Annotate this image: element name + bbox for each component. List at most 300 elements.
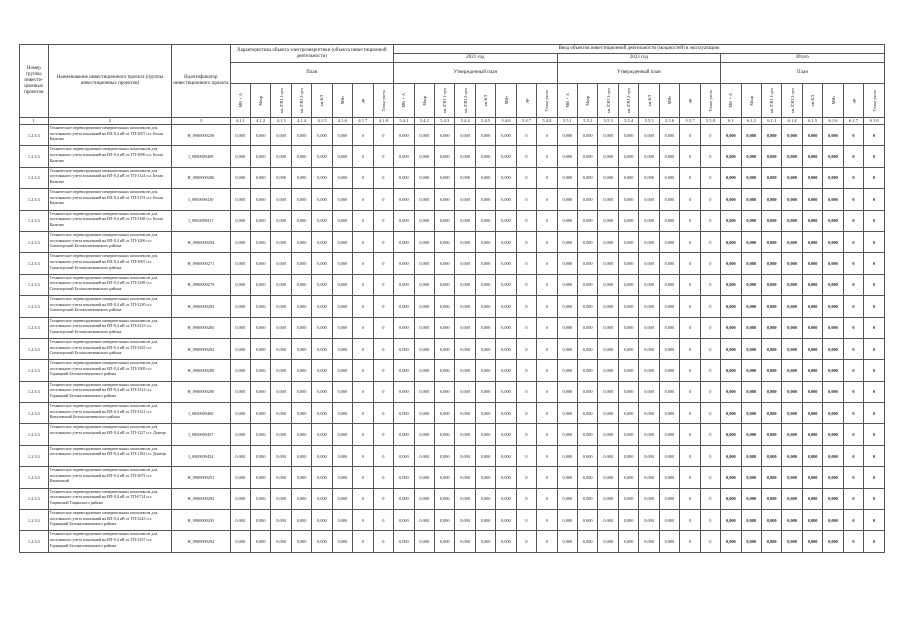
plan-2021-value: 0,000 xyxy=(475,510,495,531)
characteristic-value: 0,000 xyxy=(271,253,291,274)
plan-2023-value: 0,000 xyxy=(578,531,598,552)
characteristic-value: 0,000 xyxy=(291,488,311,509)
plan-2023-value: 0,000 xyxy=(659,210,679,231)
plan-2021-value: 0,000 xyxy=(394,510,414,531)
total-value: 0,000 xyxy=(721,488,741,509)
plan-2021-value: 0,000 xyxy=(394,210,414,231)
characteristic-value: 0,000 xyxy=(312,167,332,188)
group-number-cell: 1.2.3.3 xyxy=(20,531,49,552)
characteristic-value: 0,000 xyxy=(332,231,352,252)
plan-2023-value: 0,000 xyxy=(598,488,618,509)
plan-2021-value: 0 xyxy=(537,424,557,445)
project-name-cell: Техническое перевооружение измерительных комплексов для постоянного учета показаний на ВЛ-0,4 кВ от ТП-3225 п.г. Сымогорский Белокалитвинского района xyxy=(48,338,172,359)
plan-2021-value: 0,000 xyxy=(496,125,516,146)
plan-2021-value: 0,000 xyxy=(496,531,516,552)
plan-2023-value: 0,000 xyxy=(578,231,598,252)
total-value: 0,000 xyxy=(721,403,741,424)
project-name-cell: Техническое перевооружение измерительных комплексов для постоянного учета показаний на ВЛ-0,4 кВ от ТП-3230 п.г. Сымогорский Белокалитвинского района xyxy=(48,296,172,317)
total-value: 0,000 xyxy=(761,146,781,167)
characteristic-value: 0,000 xyxy=(250,381,270,402)
plan-2021-value: 0,000 xyxy=(496,467,516,488)
header-sub-label-text: Точки учета xyxy=(871,89,877,112)
total-value: 0 xyxy=(843,338,863,359)
column-number: 6.1.8 xyxy=(864,118,885,125)
total-value: 0,000 xyxy=(782,510,802,531)
column-number: 2 xyxy=(48,118,172,125)
plan-2023-value: 0,000 xyxy=(598,317,618,338)
plan-2021-value: 0,000 xyxy=(455,510,475,531)
project-id-cell: H_0900009271 xyxy=(172,253,230,274)
plan-2021-value: 0,000 xyxy=(394,424,414,445)
total-value: 0,000 xyxy=(802,488,822,509)
characteristic-value: 0,000 xyxy=(250,125,270,146)
total-value: 0,000 xyxy=(721,189,741,210)
document-page xyxy=(19,44,885,553)
project-name-cell: Техническое перевооружение измерительных комплексов для постоянного учета показаний на ВЛ-0,4 кВ от ТП-3124 п.г. Белая Калитва xyxy=(48,167,172,188)
characteristic-value: 0,000 xyxy=(332,467,352,488)
plan-2021-value: 0 xyxy=(516,338,536,359)
total-value: 0 xyxy=(843,467,863,488)
characteristic-value: 0,000 xyxy=(271,317,291,338)
plan-2021-value: 0,000 xyxy=(394,317,414,338)
header-sub-label xyxy=(291,84,311,118)
plan-2023-value: 0,000 xyxy=(618,403,638,424)
header-sub-label xyxy=(721,84,741,118)
column-number: 5.4.6 xyxy=(496,118,516,125)
total-value: 0,000 xyxy=(823,296,843,317)
plan-2023-value: 0,000 xyxy=(578,274,598,295)
plan-2021-value: 0,000 xyxy=(394,167,414,188)
column-number: 4.1.3 xyxy=(271,118,291,125)
table-row xyxy=(20,167,885,188)
plan-2023-value: 0,000 xyxy=(618,531,638,552)
characteristic-value: 0,000 xyxy=(230,167,250,188)
column-number: 5.5.8 xyxy=(700,118,720,125)
plan-2023-value: 0,000 xyxy=(659,167,679,188)
total-value: 0,000 xyxy=(823,424,843,445)
plan-2021-value: 0,000 xyxy=(414,253,434,274)
total-value: 0,000 xyxy=(741,510,761,531)
table-row xyxy=(20,360,885,381)
total-value: 0,000 xyxy=(741,317,761,338)
plan-2023-value: 0,000 xyxy=(639,274,659,295)
group-number-cell: 1.2.3.3 xyxy=(20,317,49,338)
total-value: 0 xyxy=(843,210,863,231)
plan-2021-value: 0 xyxy=(537,510,557,531)
characteristic-value: 0,000 xyxy=(332,296,352,317)
plan-2021-value: 0 xyxy=(516,317,536,338)
total-value: 0,000 xyxy=(823,381,843,402)
table-row xyxy=(20,189,885,210)
plan-2023-value: 0,000 xyxy=(618,146,638,167)
total-value: 0 xyxy=(864,125,885,146)
total-value: 0,000 xyxy=(823,403,843,424)
table-row xyxy=(20,531,885,552)
total-value: 0,000 xyxy=(802,445,822,466)
characteristic-value: 0,000 xyxy=(271,360,291,381)
characteristic-value: 0,000 xyxy=(271,510,291,531)
group-number-cell: 1.2.3.3 xyxy=(20,253,49,274)
characteristic-value: 0,000 xyxy=(291,210,311,231)
plan-2021-value: 0,000 xyxy=(455,488,475,509)
header-sub-label xyxy=(761,84,781,118)
project-id-cell: I_0900009409 xyxy=(172,146,230,167)
total-value: 0,000 xyxy=(782,296,802,317)
characteristic-value: 0 xyxy=(373,210,394,231)
header-sub-label-text: км КЛ xyxy=(319,94,325,107)
characteristic-value: 0,000 xyxy=(250,274,270,295)
plan-2021-value: 0 xyxy=(537,125,557,146)
total-value: 0,000 xyxy=(721,424,741,445)
column-number: 4.1.1 xyxy=(230,118,250,125)
characteristic-value: 0,000 xyxy=(312,403,332,424)
plan-2021-value: 0,000 xyxy=(496,146,516,167)
plan-2021-value: 0,000 xyxy=(394,467,414,488)
plan-2023-value: 0,000 xyxy=(639,125,659,146)
plan-2023-value: 0,000 xyxy=(557,510,577,531)
total-value: 0,000 xyxy=(721,167,741,188)
plan-2023-value: 0,000 xyxy=(659,467,679,488)
characteristic-value: 0,000 xyxy=(291,381,311,402)
plan-2023-value: 0 xyxy=(680,403,700,424)
plan-2023-value: 0,000 xyxy=(639,253,659,274)
characteristic-value: 0 xyxy=(373,531,394,552)
plan-2021-value: 0,000 xyxy=(475,317,495,338)
plan-2023-value: 0,000 xyxy=(618,189,638,210)
group-number-cell: 1.2.3.3 xyxy=(20,210,49,231)
characteristic-value: 0 xyxy=(353,210,373,231)
group-number-cell: 1.2.3.3 xyxy=(20,488,49,509)
plan-2023-value: 0,000 xyxy=(639,467,659,488)
plan-2023-value: 0 xyxy=(700,424,720,445)
plan-2021-value: 0,000 xyxy=(434,125,454,146)
plan-2023-value: 0,000 xyxy=(659,445,679,466)
characteristic-value: 0,000 xyxy=(312,231,332,252)
characteristic-value: 0,000 xyxy=(332,167,352,188)
plan-2023-value: 0,000 xyxy=(618,445,638,466)
total-value: 0,000 xyxy=(721,231,741,252)
total-value: 0,000 xyxy=(802,424,822,445)
plan-2023-value: 0 xyxy=(680,381,700,402)
total-value: 0,000 xyxy=(761,296,781,317)
plan-2021-value: 0,000 xyxy=(455,317,475,338)
total-value: 0,000 xyxy=(823,210,843,231)
characteristic-value: 0 xyxy=(373,146,394,167)
plan-2023-value: 0,000 xyxy=(618,360,638,381)
project-name-cell: Техническое перевооружение измерительных комплексов для постоянного учета показаний на ВЛ-0,4 кВ от ТП-3245 п.г. Горняцкий Белокалитвинского района xyxy=(48,510,172,531)
plan-2021-value: 0,000 xyxy=(496,488,516,509)
plan-2023-value: 0 xyxy=(680,296,700,317)
plan-2021-value: 0,000 xyxy=(434,531,454,552)
header-sub-label-text: МВт xyxy=(667,96,672,105)
column-number: 6.1 xyxy=(721,118,741,125)
plan-2023-value: 0,000 xyxy=(659,510,679,531)
plan-2023-value: 0 xyxy=(700,360,720,381)
plan-2023-value: 0,000 xyxy=(659,125,679,146)
header-commissioning: Ввод объектов инвестиционной деятельности (мощностей) в эксплуатацию xyxy=(394,45,885,54)
header-sub-label xyxy=(373,84,394,118)
plan-2021-value: 0 xyxy=(537,488,557,509)
total-value: 0,000 xyxy=(761,210,781,231)
total-value: 0,000 xyxy=(761,274,781,295)
total-value: 0,000 xyxy=(802,125,822,146)
total-value: 0,000 xyxy=(782,253,802,274)
plan-2021-value: 0,000 xyxy=(455,125,475,146)
group-number-cell: 1.2.3.3 xyxy=(20,231,49,252)
characteristic-value: 0 xyxy=(353,424,373,445)
plan-2023-value: 0 xyxy=(700,189,720,210)
investment-table xyxy=(19,44,885,553)
plan-2023-value: 0,000 xyxy=(557,360,577,381)
plan-2023-value: 0,000 xyxy=(557,445,577,466)
total-value: 0 xyxy=(843,231,863,252)
characteristic-value: 0,000 xyxy=(230,360,250,381)
characteristic-value: 0 xyxy=(373,189,394,210)
plan-2023-value: 0 xyxy=(700,338,720,359)
column-number: 5.4.3 xyxy=(434,118,454,125)
plan-2023-value: 0 xyxy=(680,424,700,445)
project-name-cell: Техническое перевооружение измерительных комплексов для постоянного учета показаний на ВЛ-0,4 кВ от ТП-0714 п.г. Тацинский Тацинского района xyxy=(48,488,172,509)
plan-2021-value: 0,000 xyxy=(434,167,454,188)
plan-2021-value: 0 xyxy=(537,210,557,231)
plan-2021-value: 0,000 xyxy=(475,167,495,188)
header-project-name: Наименование инвестиционного проекта (группы инвестиционных проектов) xyxy=(48,45,172,118)
characteristic-value: 0,000 xyxy=(312,125,332,146)
plan-2023-value: 0,000 xyxy=(557,317,577,338)
plan-2023-value: 0,000 xyxy=(557,231,577,252)
total-value: 0,000 xyxy=(782,403,802,424)
total-value: 0 xyxy=(843,167,863,188)
project-id-cell: H_0900009294 xyxy=(172,531,230,552)
header-sub-label xyxy=(618,84,638,118)
plan-2021-value: 0,000 xyxy=(496,231,516,252)
table-row xyxy=(20,317,885,338)
header-sub-label xyxy=(659,84,679,118)
plan-2021-value: 0,000 xyxy=(496,296,516,317)
characteristic-value: 0,000 xyxy=(230,189,250,210)
total-value: 0 xyxy=(843,381,863,402)
total-value: 0 xyxy=(843,189,863,210)
characteristic-value: 0,000 xyxy=(250,210,270,231)
plan-2023-value: 0 xyxy=(680,510,700,531)
total-value: 0,000 xyxy=(802,531,822,552)
table-row xyxy=(20,403,885,424)
characteristic-value: 0 xyxy=(353,467,373,488)
header-sub-label-text: Мвар xyxy=(585,95,591,106)
plan-2021-value: 0,000 xyxy=(475,146,495,167)
header-plan-char: План xyxy=(230,63,394,84)
characteristic-value: 0,000 xyxy=(271,189,291,210)
plan-2021-value: 0,000 xyxy=(394,189,414,210)
characteristic-value: 0,000 xyxy=(230,403,250,424)
total-value: 0,000 xyxy=(782,381,802,402)
header-sub-label xyxy=(823,84,843,118)
characteristic-value: 0 xyxy=(353,189,373,210)
plan-2023-value: 0,000 xyxy=(659,424,679,445)
plan-2021-value: 0 xyxy=(537,403,557,424)
header-sub-label-text: МВ×А xyxy=(564,93,570,108)
header-sub-label-text: Мвар xyxy=(258,95,264,106)
group-number-cell: 1.2.3.3 xyxy=(20,296,49,317)
plan-2023-value: 0 xyxy=(700,274,720,295)
column-number: 6.1.6 xyxy=(823,118,843,125)
characteristic-value: 0,000 xyxy=(332,125,352,146)
plan-2023-value: 0,000 xyxy=(557,381,577,402)
total-value: 0 xyxy=(864,338,885,359)
plan-2021-value: 0,000 xyxy=(496,403,516,424)
plan-2023-value: 0,000 xyxy=(578,510,598,531)
plan-2023-value: 0 xyxy=(680,231,700,252)
project-id-cell: I_0900009411 xyxy=(172,210,230,231)
plan-2023-value: 0,000 xyxy=(598,467,618,488)
characteristic-value: 0,000 xyxy=(291,445,311,466)
characteristic-value: 0 xyxy=(353,531,373,552)
characteristic-value: 0 xyxy=(353,403,373,424)
plan-2021-value: 0 xyxy=(537,296,557,317)
plan-2023-value: 0,000 xyxy=(557,296,577,317)
table-row xyxy=(20,445,885,466)
header-sub-label xyxy=(680,84,700,118)
characteristic-value: 0,000 xyxy=(230,296,250,317)
plan-2021-value: 0,000 xyxy=(434,445,454,466)
plan-2023-value: 0,000 xyxy=(618,338,638,359)
plan-2023-value: 0,000 xyxy=(639,403,659,424)
plan-2021-value: 0,000 xyxy=(475,531,495,552)
group-number-cell: 1.2.3.3 xyxy=(20,445,49,466)
plan-2023-value: 0,000 xyxy=(557,531,577,552)
plan-2021-value: 0,000 xyxy=(434,424,454,445)
plan-2021-value: 0 xyxy=(516,445,536,466)
plan-2021-value: 0,000 xyxy=(434,403,454,424)
total-value: 0 xyxy=(843,531,863,552)
plan-2023-value: 0,000 xyxy=(639,146,659,167)
header-sub-label-text: МВт xyxy=(503,96,509,105)
total-value: 0,000 xyxy=(823,167,843,188)
plan-2021-value: 0,000 xyxy=(394,488,414,509)
column-number: 4.1.6 xyxy=(332,118,352,125)
plan-2021-value: 0,000 xyxy=(475,274,495,295)
characteristic-value: 0,000 xyxy=(230,381,250,402)
plan-2021-value: 0,000 xyxy=(434,510,454,531)
plan-2023-value: 0 xyxy=(700,488,720,509)
characteristic-value: 0,000 xyxy=(230,253,250,274)
total-value: 0 xyxy=(843,296,863,317)
plan-2023-value: 0,000 xyxy=(578,403,598,424)
plan-2021-value: 0 xyxy=(516,531,536,552)
column-number: 4.1.4 xyxy=(291,118,311,125)
characteristic-value: 0,000 xyxy=(271,445,291,466)
characteristic-value: 0 xyxy=(353,510,373,531)
plan-2023-value: 0,000 xyxy=(578,296,598,317)
plan-2021-value: 0,000 xyxy=(455,403,475,424)
project-id-cell: I_0900009460 xyxy=(172,403,230,424)
characteristic-value: 0,000 xyxy=(312,274,332,295)
plan-2021-value: 0 xyxy=(516,467,536,488)
characteristic-value: 0 xyxy=(353,445,373,466)
total-value: 0,000 xyxy=(823,253,843,274)
plan-2023-value: 0,000 xyxy=(578,488,598,509)
characteristic-value: 0,000 xyxy=(230,424,250,445)
header-sub-label xyxy=(394,84,414,118)
characteristic-value: 0,000 xyxy=(312,253,332,274)
plan-2023-value: 0 xyxy=(680,274,700,295)
header-sub-label xyxy=(537,84,557,118)
characteristic-value: 0,000 xyxy=(230,338,250,359)
header-sub-label xyxy=(802,84,822,118)
characteristic-value: 0,000 xyxy=(312,510,332,531)
table-row xyxy=(20,424,885,445)
header-sub-label xyxy=(414,84,434,118)
plan-2021-value: 0,000 xyxy=(434,360,454,381)
characteristic-value: 0,000 xyxy=(332,424,352,445)
plan-2023-value: 0,000 xyxy=(578,381,598,402)
plan-2021-value: 0 xyxy=(516,296,536,317)
total-value: 0,000 xyxy=(802,231,822,252)
total-value: 0,000 xyxy=(741,445,761,466)
total-value: 0,000 xyxy=(782,467,802,488)
table-row xyxy=(20,231,885,252)
plan-2021-value: 0,000 xyxy=(455,231,475,252)
total-value: 0,000 xyxy=(721,210,741,231)
characteristic-value: 0,000 xyxy=(312,146,332,167)
total-value: 0,000 xyxy=(761,488,781,509)
plan-2021-value: 0,000 xyxy=(434,274,454,295)
plan-2021-value: 0,000 xyxy=(496,360,516,381)
plan-2021-value: 0,000 xyxy=(475,338,495,359)
table-row xyxy=(20,467,885,488)
header-total: Итого xyxy=(721,54,885,63)
plan-2023-value: 0,000 xyxy=(659,488,679,509)
total-value: 0,000 xyxy=(782,531,802,552)
total-value: 0,000 xyxy=(802,317,822,338)
plan-2023-value: 0,000 xyxy=(598,210,618,231)
column-number: 4.1.2 xyxy=(250,118,270,125)
plan-2023-value: 0,000 xyxy=(618,317,638,338)
plan-2023-value: 0,000 xyxy=(639,381,659,402)
characteristic-value: 0,000 xyxy=(291,189,311,210)
characteristic-value: 0 xyxy=(373,467,394,488)
plan-2021-value: 0,000 xyxy=(394,531,414,552)
total-value: 0 xyxy=(843,360,863,381)
header-approved-plan-2021: Утвержденный план xyxy=(394,63,558,84)
header-sub-label xyxy=(353,84,373,118)
plan-2021-value: 0,000 xyxy=(394,445,414,466)
characteristic-value: 0,000 xyxy=(250,146,270,167)
plan-2023-value: 0,000 xyxy=(618,467,638,488)
characteristic-value: 0 xyxy=(353,274,373,295)
total-value: 0,000 xyxy=(802,403,822,424)
header-sub-label-text: км ЛЭП 2-цеп xyxy=(626,87,632,114)
column-number: 5.5.4 xyxy=(618,118,638,125)
plan-2021-value: 0,000 xyxy=(414,210,434,231)
project-id-cell: H_0900009293 xyxy=(172,510,230,531)
plan-2023-value: 0 xyxy=(700,146,720,167)
plan-2023-value: 0,000 xyxy=(578,210,598,231)
plan-2021-value: 0,000 xyxy=(414,510,434,531)
total-value: 0,000 xyxy=(782,146,802,167)
plan-2023-value: 0 xyxy=(700,125,720,146)
column-number: 4.1.8 xyxy=(373,118,394,125)
plan-2023-value: 0,000 xyxy=(639,360,659,381)
total-value: 0 xyxy=(843,125,863,146)
total-value: 0,000 xyxy=(823,467,843,488)
characteristic-value: 0,000 xyxy=(250,510,270,531)
plan-2023-value: 0,000 xyxy=(618,210,638,231)
plan-2023-value: 0,000 xyxy=(578,424,598,445)
header-sub-label-text: км ЛЭП 2-цеп xyxy=(462,87,468,114)
plan-2023-value: 0,000 xyxy=(557,189,577,210)
header-sub-label-text: др. xyxy=(360,97,366,104)
